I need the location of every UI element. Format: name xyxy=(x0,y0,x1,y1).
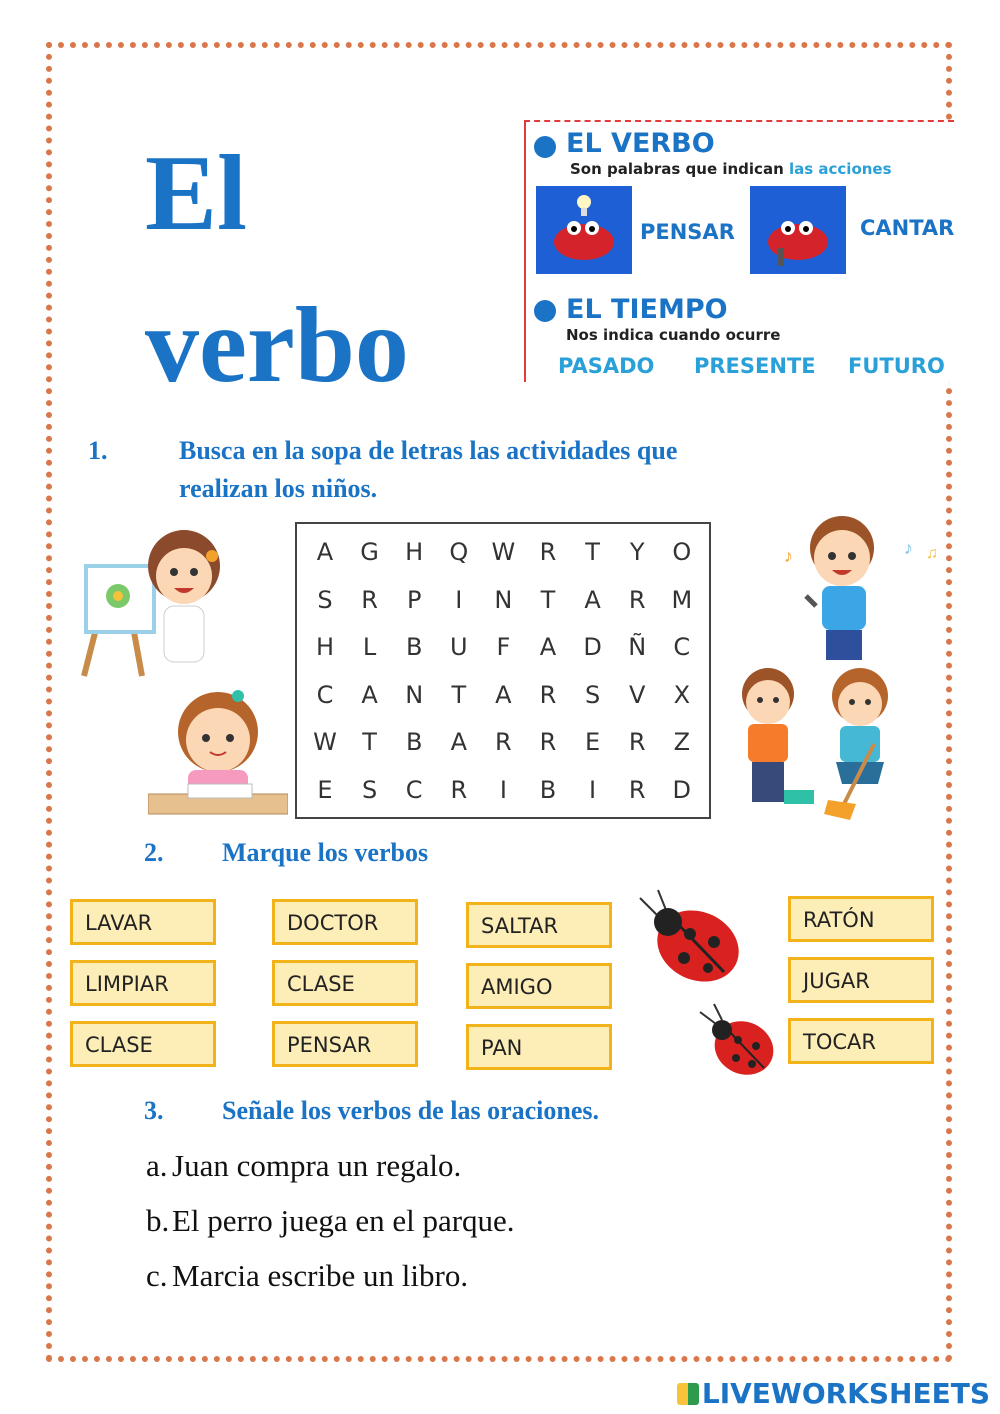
word-search-cell[interactable]: U xyxy=(450,633,468,661)
example-verb-1: PENSAR xyxy=(640,220,735,244)
time-heading: EL TIEMPO xyxy=(566,294,728,325)
question-2-text: Marque los verbos xyxy=(222,838,429,867)
word-search-cell[interactable]: E xyxy=(585,728,601,756)
word-search-cell[interactable]: F xyxy=(496,633,511,661)
word-search-cell[interactable]: C xyxy=(405,775,423,804)
word-search-cell[interactable]: A xyxy=(450,728,467,756)
kids-sweeping-illustration xyxy=(724,664,910,830)
time-definition: Nos indica cuando ocurre xyxy=(566,326,781,344)
crab-singing-image xyxy=(750,186,846,274)
page-title-line1: El xyxy=(145,134,248,253)
word-search-cell[interactable]: D xyxy=(583,633,602,661)
word-search-grid xyxy=(295,522,711,819)
word-search-cell[interactable]: R xyxy=(628,728,646,756)
word-box-saltar[interactable]: SALTAR xyxy=(466,902,612,948)
crab-thinking-image xyxy=(536,186,632,274)
word-search-cell[interactable]: R xyxy=(628,585,646,614)
sentence-c: c. Marcia escribe un libro. xyxy=(146,1258,469,1293)
word-search-cell[interactable]: R xyxy=(450,775,468,804)
question-1-text: Busca en la sopa de letras las actividades que realizan los niños. xyxy=(179,436,678,503)
word-search-cell[interactable]: W xyxy=(491,538,516,566)
word-search-cell[interactable]: W xyxy=(313,728,337,756)
word-search-cell[interactable]: P xyxy=(406,585,422,614)
word-search-cell[interactable]: B xyxy=(405,633,423,661)
word-search-cell[interactable]: A xyxy=(361,680,378,709)
word-search-cell[interactable]: O xyxy=(672,538,692,566)
svg-text:♫: ♫ xyxy=(926,545,938,562)
word-search-cell[interactable]: T xyxy=(362,728,377,756)
page-title-line2: verbo xyxy=(145,286,409,405)
word-search-cell[interactable]: Ñ xyxy=(628,633,647,661)
word-search-cell[interactable]: X xyxy=(673,680,691,709)
word-search-cell[interactable]: Y xyxy=(629,538,645,566)
verb-heading: EL VERBO xyxy=(566,128,715,159)
word-box-pan[interactable]: PAN xyxy=(466,1024,612,1070)
time-future: FUTURO xyxy=(848,354,945,378)
time-past: PASADO xyxy=(558,354,655,378)
word-search-cell[interactable]: C xyxy=(316,680,334,709)
word-box-clase[interactable]: CLASE xyxy=(70,1021,216,1067)
question-3-number: 3. xyxy=(144,1096,164,1125)
word-search-cell[interactable]: H xyxy=(315,633,335,661)
word-search-cell[interactable]: A xyxy=(316,538,334,566)
word-box-raton[interactable]: RATÓN xyxy=(788,896,934,942)
word-search-cell[interactable]: R xyxy=(539,538,557,566)
word-search-cell[interactable]: H xyxy=(405,538,424,566)
word-search-cell[interactable]: I xyxy=(499,775,507,804)
bullet-icon xyxy=(534,300,556,322)
word-search-cell[interactable]: S xyxy=(584,680,601,709)
bullet-icon xyxy=(534,136,556,158)
word-search-cell[interactable]: N xyxy=(405,680,424,709)
word-search-cell[interactable]: C xyxy=(673,633,691,661)
word-search-cell[interactable]: M xyxy=(671,585,693,614)
word-search-cell[interactable]: L xyxy=(362,633,377,661)
question-2-number: 2. xyxy=(144,838,164,867)
ladybug-icon xyxy=(628,886,748,986)
word-search-cell[interactable]: R xyxy=(539,728,557,756)
word-box-pensar[interactable]: PENSAR xyxy=(272,1021,418,1067)
word-box-jugar[interactable]: JUGAR xyxy=(788,957,934,1003)
word-search-cell[interactable]: A xyxy=(584,585,601,614)
footer-logo[interactable]: LIVEWORKSHEETS xyxy=(677,1377,990,1410)
word-search-cell[interactable]: R xyxy=(628,775,646,804)
question-3-text: Señale los verbos de las oraciones. xyxy=(222,1096,599,1125)
word-box-doctor[interactable]: DOCTOR xyxy=(272,899,418,945)
time-present: PRESENTE xyxy=(694,354,816,378)
word-search-cell[interactable]: G xyxy=(360,538,379,566)
ladybug-small-icon xyxy=(692,1000,782,1080)
word-box-tocar[interactable]: TOCAR xyxy=(788,1018,934,1064)
word-search-cell[interactable]: R xyxy=(539,680,557,709)
word-search-cell[interactable]: E xyxy=(317,775,333,804)
word-search-cell[interactable]: R xyxy=(495,728,512,756)
info-card xyxy=(524,120,954,382)
svg-text:♪: ♪ xyxy=(784,546,793,566)
word-search-cell[interactable]: S xyxy=(361,775,378,804)
word-search-cell[interactable]: I xyxy=(455,585,463,614)
word-search-cell[interactable]: V xyxy=(628,680,646,709)
word-search-cell[interactable]: D xyxy=(672,775,692,804)
word-box-limpiar[interactable]: LIMPIAR xyxy=(70,960,216,1006)
word-search-cell[interactable]: A xyxy=(539,633,557,661)
word-box-clase-2[interactable]: CLASE xyxy=(272,960,418,1006)
word-search-cell[interactable]: B xyxy=(405,728,423,756)
word-search-cell[interactable]: N xyxy=(494,585,513,614)
verb-definition: Son palabras que indican las acciones xyxy=(570,160,892,178)
example-verb-2: CANTAR xyxy=(860,216,955,240)
sentence-b: b.El perro juega en el parque. xyxy=(146,1203,515,1238)
girl-writing-illustration xyxy=(148,688,288,818)
word-search-cell[interactable]: Q xyxy=(449,538,469,566)
word-search-cell[interactable]: I xyxy=(589,775,597,804)
word-search-cell[interactable]: T xyxy=(540,585,556,614)
word-search-cell[interactable]: T xyxy=(451,680,467,709)
word-box-lavar[interactable]: LAVAR xyxy=(70,899,216,945)
word-box-amigo[interactable]: AMIGO xyxy=(466,963,612,1009)
svg-text:♪: ♪ xyxy=(904,538,913,558)
sentence-a: a. Juan compra un regalo. xyxy=(146,1148,462,1183)
word-search-cell[interactable]: T xyxy=(585,538,600,566)
word-search-cell[interactable]: R xyxy=(361,585,378,614)
word-search-cell[interactable]: A xyxy=(495,680,512,709)
girl-painting-illustration xyxy=(72,516,232,686)
liveworksheets-icon xyxy=(677,1383,699,1405)
question-1-number: 1. xyxy=(88,436,108,465)
word-search-cell[interactable]: Z xyxy=(673,728,691,756)
boy-singing-illustration xyxy=(776,506,942,666)
word-search-cell[interactable]: B xyxy=(539,775,557,804)
word-search-cell[interactable]: S xyxy=(317,585,333,614)
